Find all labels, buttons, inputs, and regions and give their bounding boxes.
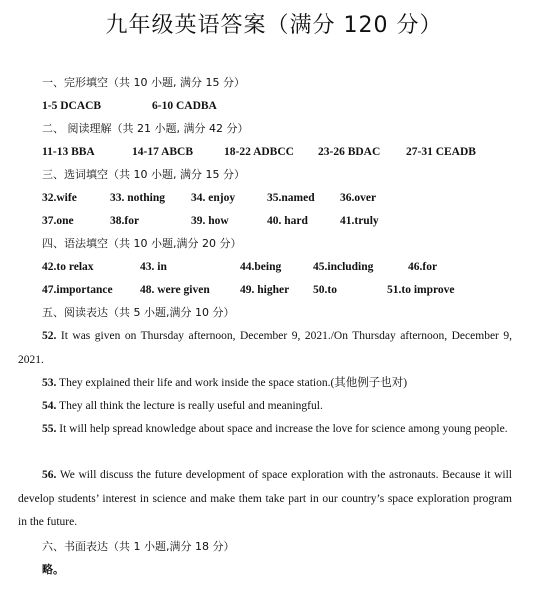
answer-52-number: 52. <box>42 330 57 342</box>
answer-43: 43. in <box>140 261 167 273</box>
answer-14-17: 14-17 ABCB <box>132 146 194 158</box>
answer-23-26: 23-26 BDAC <box>318 146 381 158</box>
answer-39: 39. how <box>191 215 229 227</box>
answer-32: 32.wife <box>42 192 77 204</box>
answer-11-13: 11-13 BBA <box>42 146 95 158</box>
answer-49: 49. higher <box>240 284 290 296</box>
answer-45: 45.including <box>313 261 374 273</box>
answer-54-number: 54. <box>42 400 57 412</box>
answer-53-text: They explained their life and work inside the space station.(其他例子也对) <box>56 377 408 389</box>
answer-54-paragraph <box>18 395 512 419</box>
answer-35: 35.named <box>267 192 315 204</box>
answer-1-5: 1-5 DCACB <box>42 100 102 112</box>
section-4-heading: 四、语法填空（共 10 小题,满分 20 分） <box>42 237 242 250</box>
answer-55-text: It will help spread knowledge about space and increase the love for science among young people. <box>56 423 508 435</box>
answer-40: 40. hard <box>267 215 308 227</box>
answer-52-paragraph <box>18 325 512 372</box>
section-1-heading: 一、完形填空（共 10 小题, 满分 15 分） <box>42 76 245 89</box>
section-5-heading: 五、阅读表达（共 5 小题,满分 10 分） <box>42 306 235 319</box>
answer-51: 51.to improve <box>387 284 455 296</box>
answer-55-paragraph <box>18 418 512 442</box>
answer-37: 37.one <box>42 215 74 227</box>
answer-53-paragraph <box>18 372 512 396</box>
section-6-heading: 六、书面表达（共 1 小题,满分 18 分） <box>42 540 235 553</box>
answer-46: 46.for <box>408 261 438 273</box>
answer-33: 33. nothing <box>110 192 165 204</box>
answer-18-22: 18-22 ADBCC <box>224 146 294 158</box>
answer-56-paragraph <box>18 464 512 535</box>
answer-50: 50.to <box>313 284 337 296</box>
writing-answer: 略。 <box>42 563 64 576</box>
answer-6-10: 6-10 CADBA <box>152 100 217 112</box>
answer-52-text: It was given on Thursday afternoon, December 9, 2021./On Thursday afternoon, December 9, 2021. <box>18 330 512 366</box>
answer-53-number: 53. <box>42 377 57 389</box>
answer-47: 47.importance <box>42 284 113 296</box>
answer-34: 34. enjoy <box>191 192 236 204</box>
section-2-heading: 二、 阅读理解（共 21 小题, 满分 42 分） <box>42 122 249 135</box>
answer-55-number: 55. <box>42 423 57 435</box>
page-title: 九年级英语答案（满分 120 分） <box>105 13 443 38</box>
answer-27-31: 27-31 CEADB <box>406 146 476 158</box>
answer-56-number: 56. <box>42 469 57 481</box>
answer-36: 36.over <box>340 192 377 204</box>
answer-56-text: We will discuss the future development of space exploration with the astronauts. Because it will develop students’ interest in science and make them take part in our country’s space exploration program in the future. <box>18 469 512 528</box>
answer-44: 44.being <box>240 261 282 273</box>
answer-38: 38.for <box>110 215 140 227</box>
answer-41: 41.truly <box>340 215 379 227</box>
answer-48: 48. were given <box>140 284 210 296</box>
answer-42: 42.to relax <box>42 261 94 273</box>
section-3-heading: 三、选词填空（共 10 小题, 满分 15 分） <box>42 168 245 181</box>
answer-54-text: They all think the lecture is really useful and meaningful. <box>56 400 323 412</box>
